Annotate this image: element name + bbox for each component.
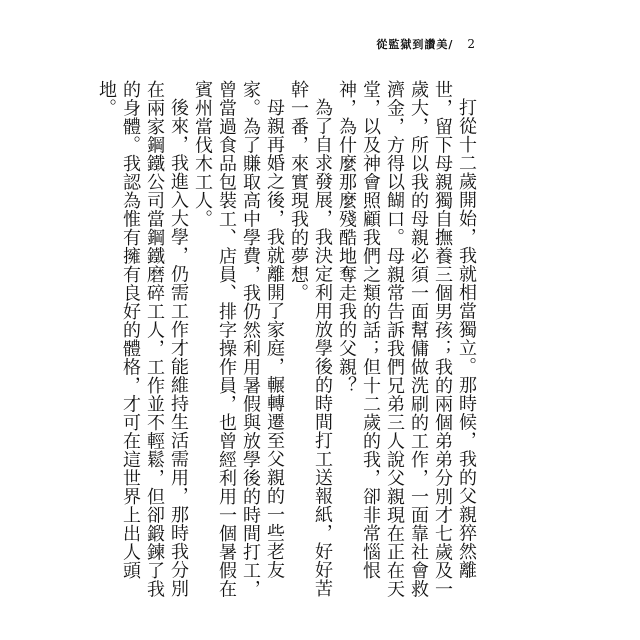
- paragraph-3: 母親再婚之後，我就離開了家庭，輾轉遷至父親的一些老友家。為了賺取高中學費，我仍然利用暑假與放學後的時間打工，曾當過食品包裝工、店員、排字操作員，也曾經利用一個暑假在賓州當伐木工人。: [192, 80, 285, 598]
- paragraph-1: 打從十二歲開始，我就相當獨立。那時候，我的父親猝然離世，留下母親獨自撫養三個男孩；我的兩個弟弟分別才七歲及一歲大，所以我的母親必須一面幫傭做洗刷的工作，一面靠社會救濟金，方得以餬口。母親常告訴我們兄弟三人說父親現在正在天堂，以及神會照顧我們之類的話；但十二歲的我，卻非常惱恨神，為什麼那麼殘酷地奪走我的父親？: [336, 80, 477, 598]
- page-number: 2: [467, 37, 475, 51]
- body-text: [96, 80, 478, 608]
- page-header: [376, 36, 475, 52]
- running-title: 從監獄到讚美/: [376, 38, 454, 51]
- paragraph-4: 後來，我進入大學，仍需工作才能維持生活需用，那時我分別在兩家鋼鐵公司當鋼鐵磨碎工人，工作並不輕鬆，但卻鍛鍊了我的身體。我認為惟有擁有良好的體格，才可在這世界上出人頭地。: [96, 80, 189, 598]
- paragraph-2: 為了自求發展，我決定利用放學後的時間打工送報紙，好好苦幹一番，來實現我的夢想。: [288, 80, 333, 598]
